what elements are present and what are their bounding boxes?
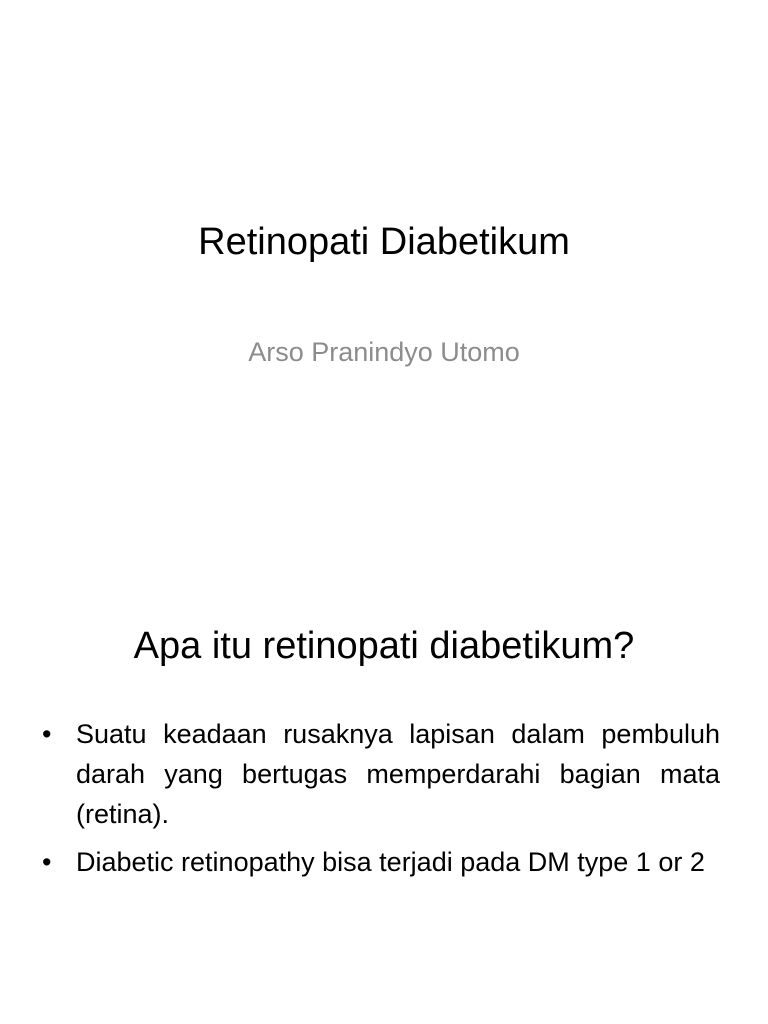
bullet-dot-icon: • (42, 847, 52, 877)
bullet-dot-icon: • (42, 719, 52, 749)
bullet-item (40, 714, 720, 834)
slide-subtitle: Arso Pranindyo Utomo (248, 337, 520, 367)
bullet-list (40, 714, 720, 890)
bullet-text: Diabetic retinopathy bisa terjadi pada DM type 1 or 2 (76, 847, 705, 877)
slide-title: Retinopati Diabetikum (198, 221, 570, 263)
bullet-item (40, 842, 720, 882)
bullet-text: Suatu keadaan rusaknya lapisan dalam pembuluh darah yang bertugas memperdarahi bagian mata (retina). (76, 719, 720, 829)
content-slide (0, 512, 768, 1024)
content-slide-title: Apa itu retinopati diabetikum? (133, 625, 635, 667)
